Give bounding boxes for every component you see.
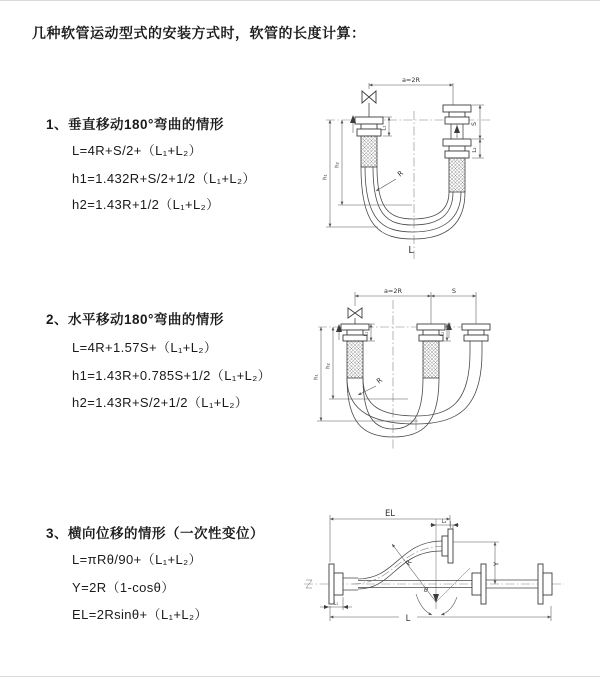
dimension-s bbox=[471, 105, 484, 158]
dim-label-l1: L₁ bbox=[381, 125, 388, 131]
section-2-formula-h1: h1=1.43R+0.785S+1/2（L₁+L₂） bbox=[72, 368, 272, 383]
dim-label-l2: L₂ bbox=[439, 331, 446, 337]
section-2-formula-length: L=4R+1.57S+（L₁+L₂） bbox=[72, 340, 218, 355]
radius-callout bbox=[376, 169, 405, 191]
dim-label-h2: h₂ bbox=[325, 363, 332, 369]
section-3-formula-length: L=πRθ/90+（L₁+L₂） bbox=[72, 552, 202, 567]
dim-label-h1: h₁ bbox=[322, 174, 329, 180]
dim-label-a2r: a=2R bbox=[401, 76, 421, 84]
section-1-formula-h1: h1=1.432R+S/2+1/2（L₁+L₂） bbox=[72, 171, 256, 186]
valve-icon bbox=[348, 308, 362, 324]
section-1-formula-h2: h2=1.43R+1/2（L₁+L₂） bbox=[72, 197, 220, 212]
diagram-vertical-180 bbox=[312, 67, 582, 267]
document-title: 几种软管运动型式的安装方式时，软管的长度计算： bbox=[32, 25, 366, 41]
valve-icon bbox=[362, 91, 376, 117]
section-2-formula-h2: h2=1.43R+S/2+1/2（L₁+L₂） bbox=[72, 395, 249, 410]
section-2-heading: 2、水平移动180°弯曲的情形 bbox=[46, 312, 224, 327]
dim-label-h1: h₁ bbox=[313, 374, 320, 380]
section-1-heading: 1、垂直移动180°弯曲的情形 bbox=[46, 117, 224, 132]
dim-label-h2: h₂ bbox=[334, 162, 341, 168]
section-3-heading: 3、横向位移的情形（一次性变位） bbox=[46, 526, 265, 541]
dim-label-s: S bbox=[451, 287, 457, 295]
dimension-a2r bbox=[355, 287, 476, 324]
section-3-formula-el: EL=2Rsinθ+（L₁+L₂） bbox=[72, 607, 208, 622]
radius-label: R bbox=[375, 376, 385, 386]
length-label: L bbox=[408, 245, 414, 256]
dim-label-theta: θ bbox=[424, 586, 428, 594]
radius-label: R bbox=[404, 558, 414, 568]
dim-label-el: EL bbox=[384, 509, 396, 519]
dimension-el bbox=[330, 509, 450, 562]
hose-displaced-position bbox=[352, 529, 453, 589]
dim-label-a2r: a=2R bbox=[383, 287, 403, 295]
left-pipe-assembly bbox=[355, 117, 383, 167]
hose-u-bend bbox=[347, 352, 482, 437]
raised-flange-hub bbox=[442, 536, 448, 556]
right-pipe-assembly bbox=[462, 324, 490, 352]
dim-label-y: Y bbox=[492, 561, 501, 567]
diagram-lateral-displacement bbox=[296, 504, 596, 644]
radius-label: R bbox=[396, 169, 406, 179]
dim-label-l: L bbox=[405, 614, 411, 624]
dimension-l bbox=[330, 606, 551, 624]
raised-flange-face bbox=[448, 529, 453, 563]
right-pipe-assembly bbox=[443, 105, 471, 192]
radius-callout bbox=[358, 376, 384, 395]
diagram-horizontal-180 bbox=[306, 282, 591, 454]
section-1-formula-length: L=4R+S/2+（L₁+L₂） bbox=[72, 143, 203, 158]
dim-label-l1: L₁ bbox=[333, 600, 339, 607]
dimension-l1 bbox=[320, 597, 352, 610]
dim-label-l2: L₂ bbox=[441, 519, 447, 525]
dimension-l2 bbox=[430, 519, 459, 529]
dimension-a2r bbox=[369, 76, 453, 105]
radius-callout bbox=[392, 544, 436, 602]
dim-label-s: S bbox=[471, 122, 478, 126]
dim-label-l1: L₁ bbox=[363, 331, 370, 337]
angle-theta bbox=[416, 586, 457, 615]
section-3-formula-y: Y=2R（1-cosθ） bbox=[72, 580, 175, 595]
dim-label-l2: L₂ bbox=[472, 147, 478, 153]
